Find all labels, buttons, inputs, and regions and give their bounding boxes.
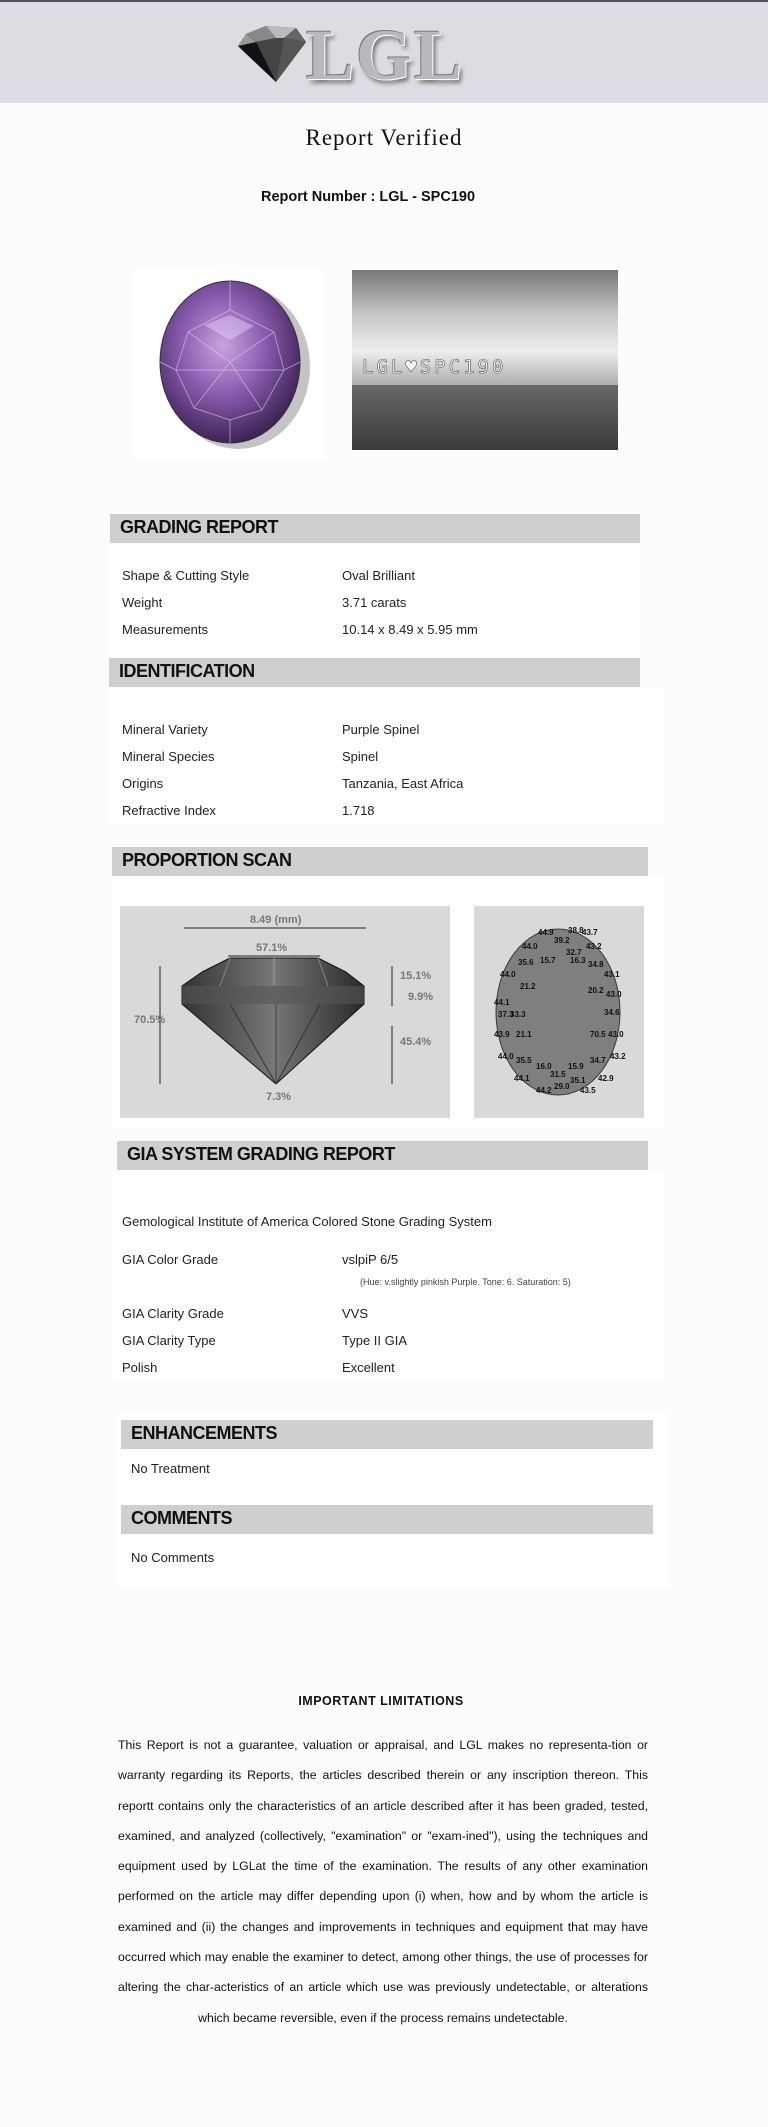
identification-label: Mineral Species [122,749,215,764]
grading-label: Weight [122,595,163,610]
top-view-measurement: 43.0 [606,990,622,999]
identification-value: 1.718 [342,803,375,818]
top-view-measurement: 43.7 [582,928,598,937]
width-label: 8.49 (mm) [250,914,302,926]
top-view-measurement: 29.0 [554,1082,570,1091]
page-title: Report Verified [305,125,463,150]
gia-color-note: (Hue: v.slightly pinkish Purple. Tone: 6. Saturation: 5) [360,1277,571,1287]
lgl-logo[interactable] [230,16,490,94]
proportion-scan-header [112,847,648,876]
top-view-measurement: 16.3 [570,956,586,965]
proportion-scan-panel [112,877,664,1129]
identification-panel [110,688,665,824]
identification-label: Refractive Index [122,803,216,818]
top-view-measurement: 16.0 [536,1062,552,1071]
top-view-measurement: 35.6 [518,958,534,967]
inscription-photo [352,270,618,450]
limitations-text: This Report is not a guarantee, valuation or appraisal, and LGL makes no representa-tion or warranty regarding its Reports, the articles described therein or any inscription thereon. This reportt contains only the characteristics of an article described after it has been graded, tested, examined, and analyzed (collectively, "examination" or "exam-ined"), using the techniques and equipment used by LGLat the time of the examination. The results of any other examination performed on the article may differ depending upon (i) when, how and by whom the article is examined and (ii) the changes and improvements in techniques and equipment that may have occurred which may enable the examiner to detect, among other things, the use of processes for altering the char-acteristics of an article which use was previously undetectable, or alterations which became reversible, even if the process remains undetectable. [118,1738,648,2025]
gia-label: GIA Clarity Type [122,1333,216,1348]
grading-report-title: GRADING REPORT [120,517,279,537]
identification-value: Tanzania, East Africa [342,776,464,791]
top-view-measurement: 43.2 [610,1052,626,1061]
top-view-measurement: 44.0 [498,1052,514,1061]
comments-header [121,1505,653,1534]
grading-report-panel [110,544,640,656]
top-view-measurement: 38.8 [568,926,584,935]
top-view-measurement: 44.1 [494,998,510,1007]
girdle-label: 9.9% [408,991,434,1003]
top-view-measurement: 70.5 [590,1030,606,1039]
gia-value: Excellent [342,1360,395,1375]
top-view-measurement: 35.1 [570,1076,586,1085]
pavilion-label: 45.4% [400,1036,432,1048]
grading-report-header [110,514,640,543]
gia-report-panel [112,1171,664,1383]
top-view-measurement: 15.7 [540,956,556,965]
gemstone-photo [134,270,326,460]
grading-value: Oval Brilliant [342,568,415,583]
top-view-measurement: 43.9 [494,1030,510,1039]
gia-value: Type II GIA [342,1333,408,1348]
grading-value: 3.71 carats [342,595,407,610]
limitations-heading: IMPORTANT LIMITATIONS [298,1694,464,1708]
header-banner [0,2,768,103]
top-view-measurement: 44.2 [536,1086,552,1095]
top-view-measurement: 43.2 [586,942,602,951]
identification-header [109,658,640,687]
top-view-measurement: 20.2 [588,986,604,995]
identification-label: Mineral Variety [122,722,208,737]
top-view-measurement: 43.1 [604,970,620,979]
grading-label: Measurements [122,622,208,637]
gia-intro: Gemological Institute of America Colored Stone Grading System [122,1214,492,1229]
identification-title: IDENTIFICATION [119,661,255,681]
gia-label: GIA Clarity Grade [122,1306,224,1321]
comments-title: COMMENTS [131,1508,232,1528]
top-view-measurement: 33.3 [510,1010,526,1019]
top-view-measurement: 31.5 [550,1070,566,1079]
table-label: 57.1% [256,942,288,954]
top-view-measurement: 15.9 [568,1062,584,1071]
top-view-measurement: 34.8 [588,960,604,969]
diamond-icon [236,24,308,86]
top-view-measurement: 44.9 [538,928,554,937]
depth-label: 70.5% [134,1014,166,1026]
identification-label: Origins [122,776,164,791]
gia-label: GIA Color Grade [122,1252,219,1267]
identification-value: Purple Spinel [342,722,420,737]
side-profile-diagram [120,906,450,1118]
top-view-measurement: 44.0 [500,970,516,979]
gia-value: VVS [342,1306,369,1321]
enhancements-value: No Treatment [131,1461,210,1476]
grading-label: Shape & Cutting Style [122,568,250,583]
top-view-measurement: 34.7 [590,1056,606,1065]
top-view-measurement: 43.0 [608,1030,624,1039]
gia-report-title: GIA SYSTEM GRADING REPORT [127,1144,395,1164]
identification-value: Spinel [342,749,379,764]
top-view-measurement: 42.9 [598,1074,614,1083]
culet-label: 7.3% [266,1091,292,1103]
top-view-measurement: 43.5 [580,1086,596,1095]
top-view-measurement: 32.7 [566,948,582,957]
logo-text: LGL [306,15,465,95]
crown-label: 15.1% [400,970,432,982]
top-view-measurement: 37.3 [498,1010,514,1019]
top-view-diagram [474,906,644,1118]
proportion-scan-title: PROPORTION SCAN [122,850,292,870]
gia-report-header [117,1141,648,1170]
inscription-text: LGL♥SPC190 [362,356,507,378]
top-view-measurement: 44.0 [522,942,538,951]
report-number: Report Number : LGL - SPC190 [260,189,476,205]
grading-value: 10.14 x 8.49 x 5.95 mm [342,622,478,637]
enhancements-header [121,1420,653,1449]
top-view-measurement: 21.2 [520,982,536,991]
top-view-measurement: 21.1 [516,1030,532,1039]
top-view-measurement: 39.2 [554,936,570,945]
enhancements-title: ENHANCEMENTS [131,1423,278,1443]
top-view-measurement: 35.5 [516,1056,532,1065]
gia-label: Polish [122,1360,158,1375]
top-view-measurement: 44.1 [514,1074,530,1083]
comments-value: No Comments [131,1550,215,1565]
top-view-measurement: 34.6 [604,1008,620,1017]
gia-value: vslpiP 6/5 [342,1252,399,1267]
